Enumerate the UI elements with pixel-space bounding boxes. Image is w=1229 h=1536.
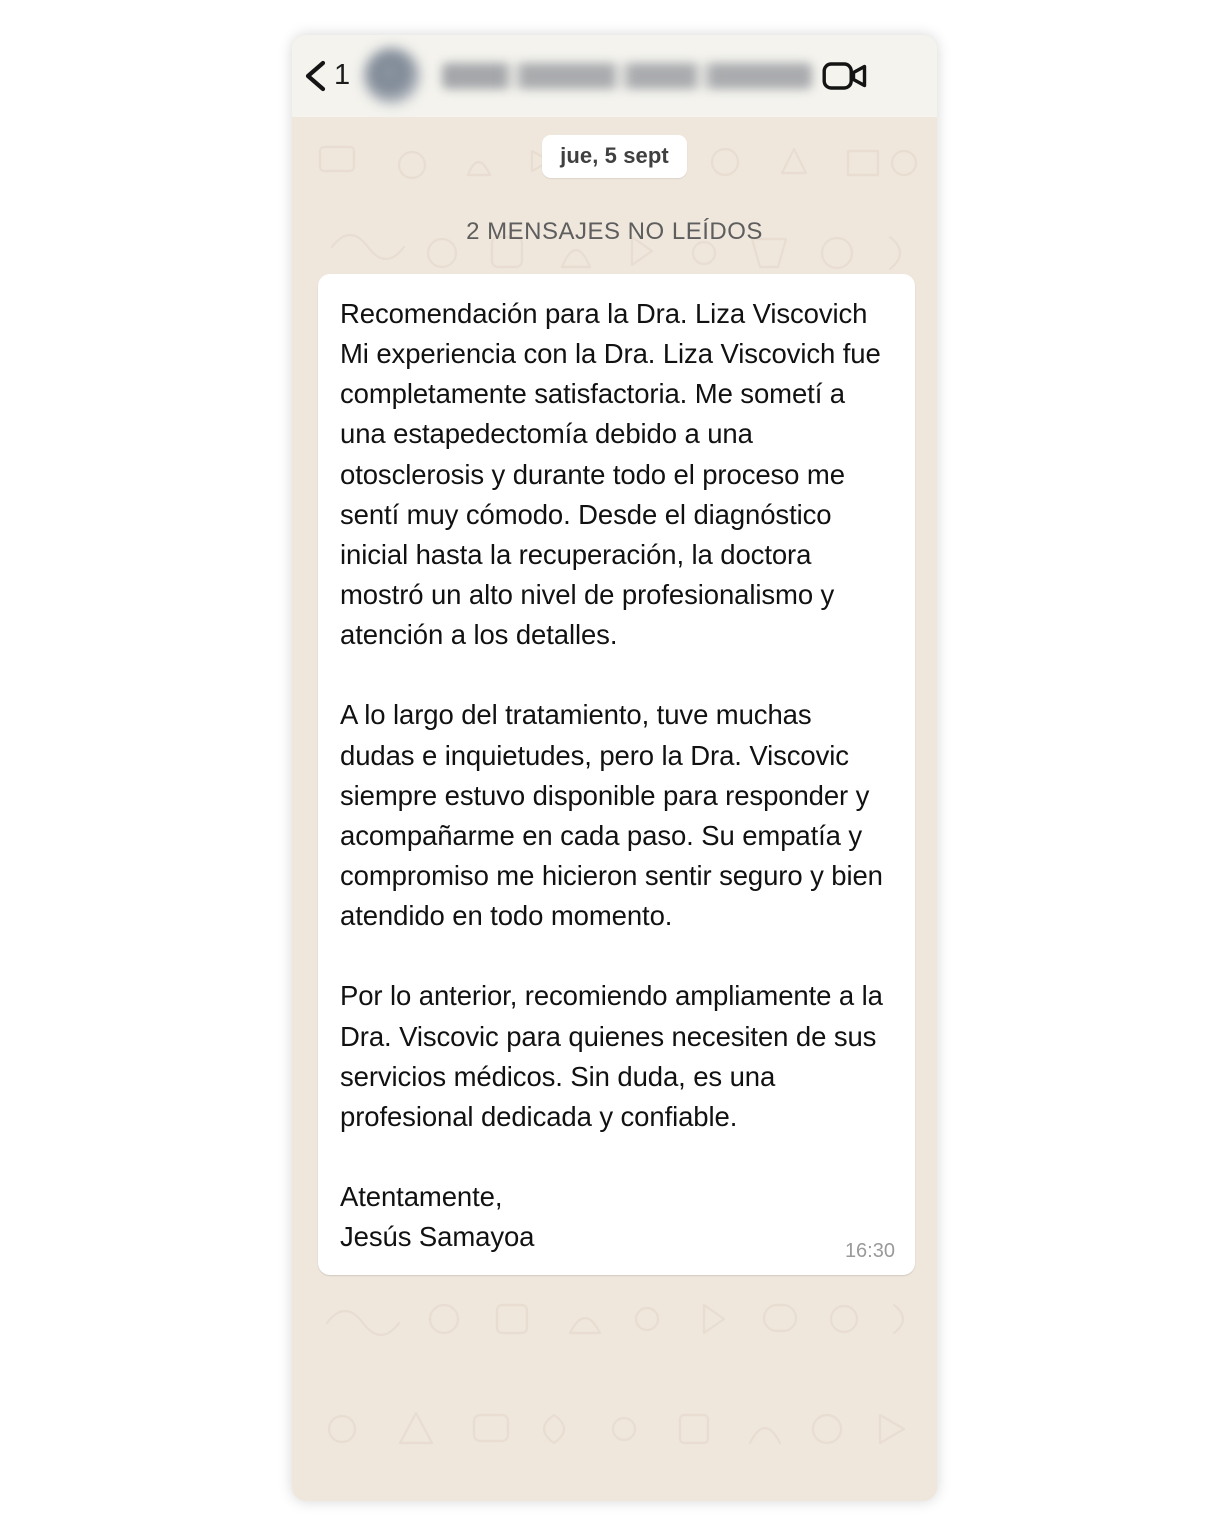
chevron-left-icon[interactable]: [302, 59, 328, 93]
video-camera-icon[interactable]: [822, 59, 868, 93]
phone-chat-screenshot: [292, 35, 937, 1501]
message-bubble[interactable]: [318, 274, 915, 1275]
chat-header: [292, 35, 937, 117]
message-text: Recomendación para la Dra. Liza Viscovich Mi experiencia con la Dra. Liza Viscovich fue completamente satisfactoria. Me sometí a una estapedectomía debido a una otosclerosis y durante todo el proceso me sentí muy cómodo. Desde el diagnóstico inicial hasta la recuperación, la doctora mostró un alto nivel de profesionalismo y atención a los detalles. A lo largo del tratamiento, tuve muchas dudas e inquietudes, pero la Dra. Viscovic siempre estuvo disponible para responder y acompañarme en cada paso. Su empatía y compromiso me hicieron sentir seguro y bien atendido en todo momento. Por lo anterior, recomiendo ampliamente a la Dra. Viscovic para quienes necesiten de sus servicios médicos. Sin duda, es una profesional dedicada y confiable. Atentamente, Jesús Samayoa: [340, 298, 883, 1253]
date-divider: [292, 117, 937, 178]
avatar[interactable]: [364, 48, 420, 104]
back-button[interactable]: [302, 59, 350, 93]
chat-body[interactable]: [292, 117, 937, 1501]
date-chip: jue, 5 sept: [542, 135, 687, 178]
unread-messages-label: 2 MENSAJES NO LEÍDOS: [466, 218, 763, 245]
message-row-incoming: [292, 246, 937, 1275]
contact-name[interactable]: [442, 63, 812, 89]
back-unread-count: 1: [334, 58, 351, 91]
unread-messages-divider: [292, 178, 937, 246]
message-timestamp: 16:30: [844, 1240, 895, 1263]
